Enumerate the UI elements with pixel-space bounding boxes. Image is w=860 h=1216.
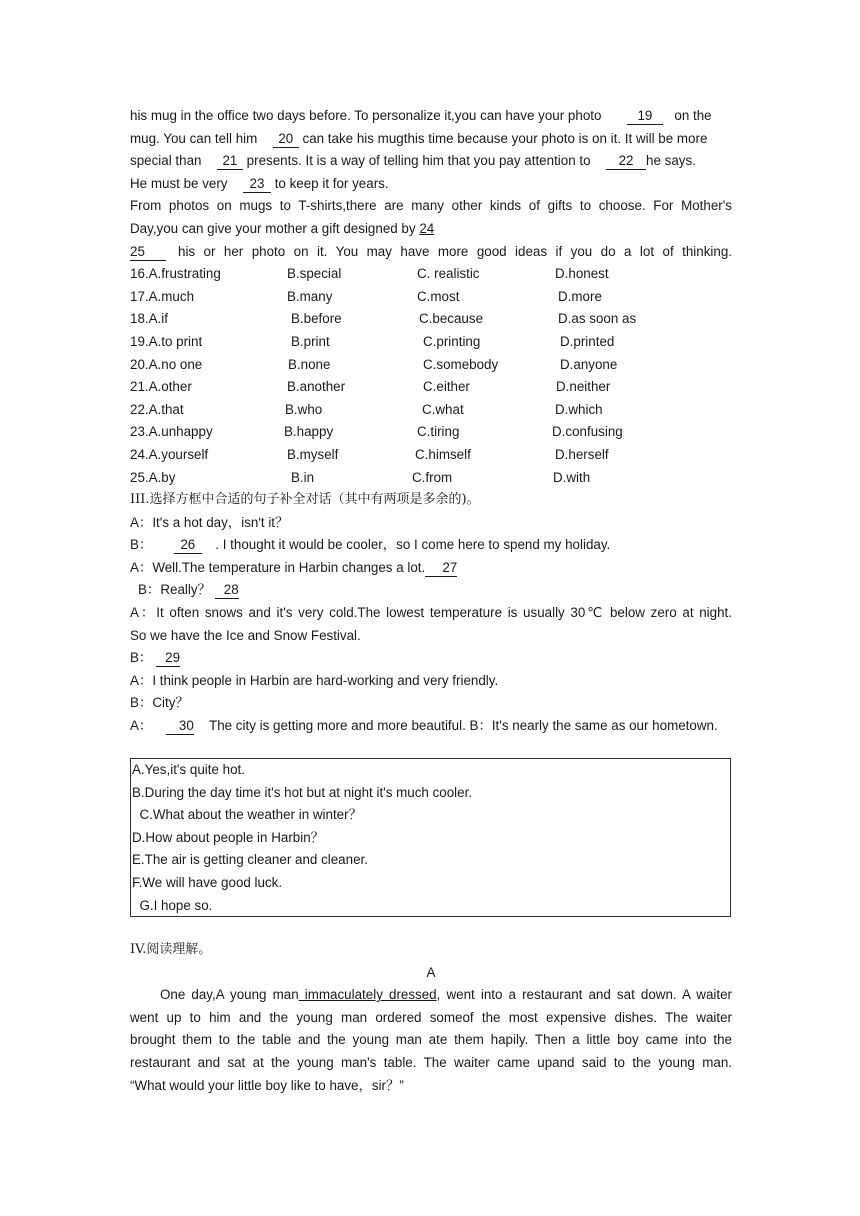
option-row-16: 16.A.frustrating B.special C. realistic D.honest	[130, 266, 609, 282]
dialogue-line-1: A：It's a hot day，isn't it？	[130, 514, 289, 530]
dialogue-line-10: A： 30 The city is getting more and more beautiful. B：It's nearly the same as our hometown.	[130, 718, 718, 734]
passage-line-3: brought them to the table and the young man ate them hapily. Then a little boy came into the	[130, 1032, 732, 1048]
blank-24[interactable]: 24	[419, 220, 435, 236]
blank-23[interactable]: 23	[243, 176, 271, 193]
box-option-f: F.We will have good luck.	[132, 874, 283, 890]
blank-20[interactable]: 20	[273, 131, 299, 148]
section-3-heading: III.选择方框中合适的句子补全对话（其中有两项是多余的)。	[130, 492, 480, 508]
dialogue-line-9: B：City？	[130, 695, 189, 711]
box-option-b: B.During the day time it's hot but at night it's much cooler.	[132, 784, 473, 800]
cloze-line-2: mug. You can tell him 20 can take his mugthis time because your photo is on it. It will be more	[130, 130, 708, 146]
reading-section	[130, 939, 732, 1097]
blank-21[interactable]: 21	[217, 153, 243, 170]
blank-27[interactable]: 27	[425, 560, 457, 577]
option-row-21: 21.A.other B.another C.either D.neither	[130, 379, 611, 395]
box-option-e: E.The air is getting cleaner and cleaner.	[132, 852, 368, 868]
passage-line-2: went up to him and the young man ordered someof the most expensive dishes. The waiter	[130, 1009, 732, 1025]
box-option-c: C.What about the weather in winter？	[132, 807, 362, 823]
option-row-19: 19.A.to print B.print C.printing D.printed	[130, 333, 615, 349]
box-option-d: D.How about people in Harbin？	[132, 829, 325, 845]
box-option-g: G.I hope so.	[132, 897, 213, 913]
cloze-line-3: special than 21 presents. It is a way of telling him that you pay attention to 22 he says.	[130, 153, 696, 169]
section-4-heading: IV.阅读理解。	[130, 942, 212, 957]
blank-25[interactable]: 25	[130, 244, 166, 261]
option-row-23: 23.A.unhappy B.happy C.tiring D.confusing	[130, 424, 623, 440]
passage-label: A	[426, 964, 436, 980]
option-row-17: 17.A.much B.many C.most D.more	[130, 288, 602, 304]
option-row-25: 25.A.by B.in C.from D.with	[130, 469, 591, 485]
dialogue-line-3: A：Well.The temperature in Harbin changes a lot. 27	[130, 559, 458, 575]
underlined-phrase: immaculately dressed	[298, 987, 437, 1003]
cloze-line-5: From photos on mugs to T-shirts,there are many other kinds of gifts to choose. For Mother's	[130, 198, 732, 214]
cloze-line-1: his mug in the office two days before. To personalize it,you can have your photo 19 on the	[130, 108, 712, 123]
cloze-line-7: 25 his or her photo on it. You may have more good ideas if you do a lot of thinking.	[130, 243, 732, 259]
options-list	[130, 263, 732, 489]
dialogue-line-4: B：Really？ 28	[138, 582, 239, 598]
cloze-line-6: Day,you can give your mother a gift designed by 24	[130, 220, 435, 236]
box-option-a: A.Yes,it's quite hot.	[132, 762, 245, 777]
blank-29[interactable]: 29	[156, 650, 180, 667]
blank-26[interactable]: 26	[174, 537, 202, 554]
dialogue-line-5: A：It often snows and it's very cold.The lowest temperature is usually 30℃ below zero at night.	[130, 605, 732, 621]
option-row-18: 18.A.if B.before C.because D.as soon as	[130, 311, 637, 327]
dialogue-line-7: B： 29	[130, 650, 181, 666]
option-row-20: 20.A.no one B.none C.somebody D.anyone	[130, 356, 618, 372]
passage-line-1: One day,A young man immaculately dressed, went into a restaurant and sat down. A waiter	[160, 987, 732, 1003]
dialogue-line-8: A：I think people in Harbin are hard-working and very friendly.	[130, 672, 499, 688]
cloze-line-4: He must be very 23 to keep it for years.	[130, 175, 389, 191]
dialogue-line-2: B： 26 . I thought it would be cooler，so I come here to spend my holiday.	[130, 537, 611, 553]
dialogue-line-6: So we have the Ice and Snow Festival.	[130, 627, 361, 643]
answer-options-box	[130, 758, 731, 917]
passage-line-4: restaurant and sat at the young man's table. The waiter came upand said to the young man.	[130, 1054, 732, 1070]
blank-19[interactable]: 19	[627, 108, 663, 125]
option-row-22: 22.A.that B.who C.what D.which	[130, 401, 603, 417]
blank-30[interactable]: 30	[166, 718, 194, 735]
blank-22[interactable]: 22	[606, 153, 646, 170]
option-row-24: 24.A.yourself B.myself C.himself D.herself	[130, 446, 609, 462]
worksheet-page	[130, 105, 732, 738]
passage-line-5: “What would your little boy like to have，sir？”	[130, 1077, 404, 1093]
blank-28[interactable]: 28	[215, 582, 239, 599]
